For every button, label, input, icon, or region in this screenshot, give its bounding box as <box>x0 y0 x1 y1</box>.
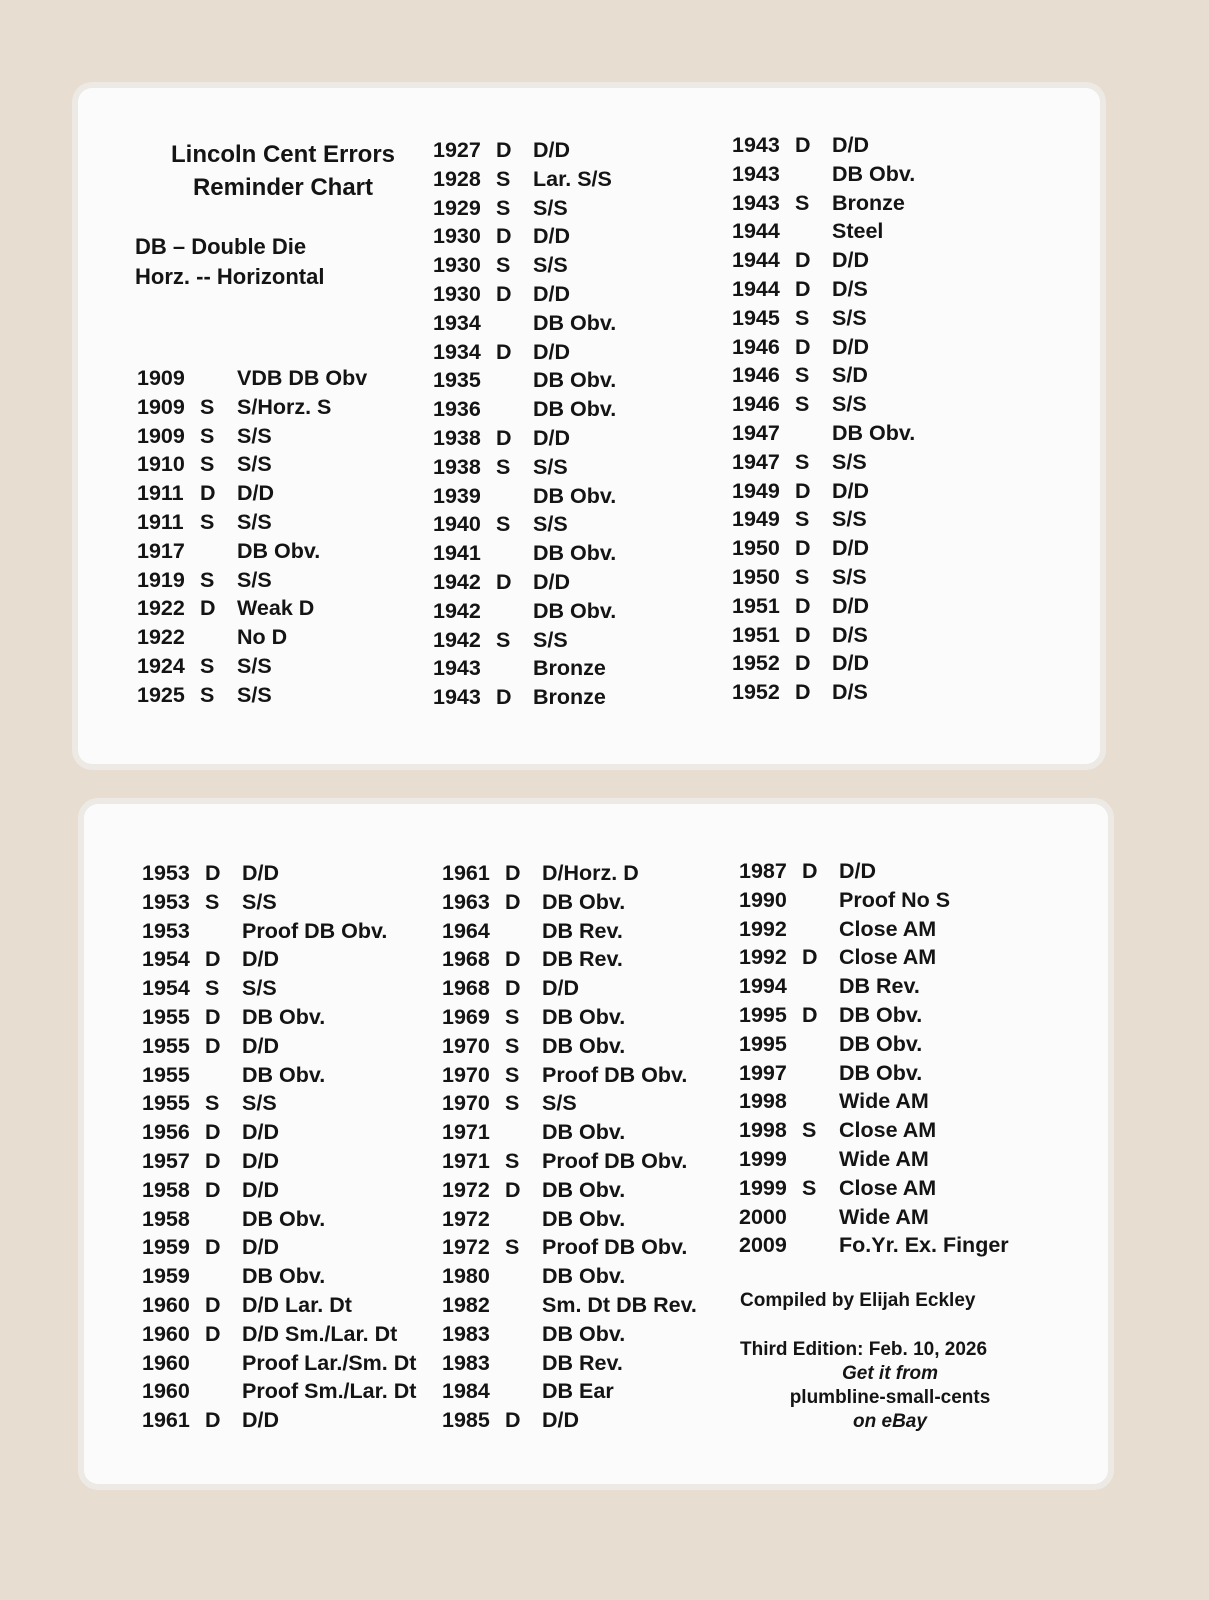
mint-mark: S <box>200 509 215 534</box>
error-type: D/D <box>832 133 870 157</box>
year: 1968 <box>442 947 490 972</box>
mint-mark: D <box>205 1321 221 1346</box>
error-type: DB Obv. <box>242 1062 326 1087</box>
mint-mark: D <box>795 478 811 503</box>
chart-title <box>138 138 428 204</box>
year: 1983 <box>442 1321 490 1346</box>
error-type: VDB DB Obv <box>237 366 368 390</box>
mint-mark: S <box>205 889 220 914</box>
year: 1925 <box>137 682 185 707</box>
error-type: D/D <box>242 1148 280 1173</box>
year: 1968 <box>442 976 490 1001</box>
error-type: D/D <box>832 651 870 676</box>
year: 1934 <box>433 310 481 335</box>
year: 1951 <box>732 593 780 618</box>
year: 1958 <box>142 1206 190 1231</box>
year: 1953 <box>142 861 190 885</box>
error-type: D/D <box>242 947 280 972</box>
error-type: DB Obv. <box>533 310 617 335</box>
year: 1960 <box>142 1379 190 1404</box>
year: 1963 <box>442 889 490 914</box>
year: 1999 <box>739 1146 787 1171</box>
mint-mark: D <box>205 1004 221 1029</box>
year: 1970 <box>442 1091 490 1116</box>
mint-mark: S <box>496 195 511 220</box>
error-type: Proof DB Obv. <box>242 918 388 943</box>
error-type: DB Obv. <box>832 420 916 445</box>
error-type: Fo.Yr. Ex. Finger <box>839 1233 1009 1258</box>
year: 1992 <box>739 945 787 970</box>
mint-mark: D <box>200 596 216 621</box>
error-type: D/D <box>242 1177 280 1202</box>
year: 1985 <box>442 1408 490 1433</box>
mint-mark: D <box>505 976 521 1001</box>
year: 1972 <box>442 1235 490 1260</box>
mint-mark: S <box>200 452 215 477</box>
mint-mark: D <box>496 569 512 594</box>
year: 1958 <box>142 1177 190 1202</box>
year: 1944 <box>732 276 780 301</box>
year: 1922 <box>137 596 185 621</box>
mint-mark: S <box>505 1235 520 1260</box>
error-type: Close AM <box>839 1118 937 1143</box>
error-type: DB Obv. <box>533 598 617 623</box>
year: 1943 <box>433 656 481 681</box>
error-type: D/D <box>242 1408 280 1433</box>
mint-mark: D <box>505 861 521 885</box>
year: 2009 <box>739 1233 787 1258</box>
year: 1935 <box>433 368 481 393</box>
year: 2000 <box>739 1204 787 1229</box>
mint-mark: D <box>205 861 221 885</box>
year: 1940 <box>433 512 481 537</box>
error-type: DB Obv. <box>533 483 617 508</box>
year: 1980 <box>442 1264 490 1289</box>
mint-mark: S <box>205 1091 220 1116</box>
error-type: DB Obv. <box>533 541 617 566</box>
mint-mark: D <box>795 593 811 618</box>
error-type: DB Obv. <box>542 1264 626 1289</box>
year: 1952 <box>732 680 780 705</box>
year: 1946 <box>732 392 780 417</box>
error-type: S/S <box>237 452 272 477</box>
error-type: S/S <box>542 1091 577 1116</box>
error-type: Bronze <box>533 685 606 710</box>
mint-mark: S <box>505 1148 520 1173</box>
mint-mark: S <box>795 190 810 215</box>
error-type: S/S <box>832 449 867 474</box>
error-type: DB Obv. <box>542 1177 626 1202</box>
year: 1970 <box>442 1033 490 1058</box>
year: 1953 <box>142 918 190 943</box>
mint-mark: D <box>505 1177 521 1202</box>
error-type: D/D <box>832 248 870 273</box>
mint-mark: D <box>205 947 221 972</box>
year: 1992 <box>739 916 787 941</box>
year: 1959 <box>142 1264 190 1289</box>
mint-mark: D <box>496 138 512 162</box>
error-type: DB Obv. <box>839 1031 923 1056</box>
year: 1970 <box>442 1062 490 1087</box>
year: 1960 <box>142 1292 190 1317</box>
year: 1949 <box>732 478 780 503</box>
mint-mark: D <box>795 680 811 705</box>
error-type: S/D <box>832 363 868 388</box>
year: 1952 <box>732 651 780 676</box>
mint-mark: D <box>795 536 811 561</box>
year: 1994 <box>739 974 787 999</box>
title-line-2: Reminder Chart <box>192 174 374 201</box>
error-type: D/S <box>832 680 868 705</box>
year: 1909 <box>137 423 185 448</box>
error-type: Lar. S/S <box>533 166 612 191</box>
year: 1961 <box>142 1408 190 1433</box>
mint-mark: D <box>505 1408 521 1433</box>
mint-mark: D <box>795 133 811 157</box>
year: 1934 <box>433 339 481 364</box>
year: 1938 <box>433 454 481 479</box>
mint-mark: S <box>496 627 511 652</box>
mint-mark: D <box>802 1002 818 1027</box>
error-type: S/S <box>242 1091 277 1116</box>
error-type: Sm. Dt DB Rev. <box>542 1292 697 1317</box>
year: 1995 <box>739 1031 787 1056</box>
mint-mark: D <box>505 889 521 914</box>
year: 1946 <box>732 363 780 388</box>
mint-mark: D <box>205 1033 221 1058</box>
year: 1990 <box>739 887 787 912</box>
error-type: S/S <box>237 509 272 534</box>
mint-mark: D <box>496 685 512 710</box>
year: 1995 <box>739 1002 787 1027</box>
error-type: DB Obv. <box>542 1120 626 1145</box>
year: 1997 <box>739 1060 787 1085</box>
year: 1954 <box>142 947 190 972</box>
error-type: DB Rev. <box>542 947 623 972</box>
mint-mark: S <box>505 1091 520 1116</box>
year: 1924 <box>137 653 185 678</box>
year: 1972 <box>442 1206 490 1231</box>
error-type: S/Horz. S <box>237 394 332 419</box>
year: 1946 <box>732 334 780 359</box>
mint-mark: D <box>205 1120 221 1145</box>
error-type: Proof DB Obv. <box>542 1235 688 1260</box>
mint-mark: D <box>205 1148 221 1173</box>
error-type: D/D <box>533 281 571 306</box>
year: 1938 <box>433 425 481 450</box>
error-type: D/D <box>533 425 571 450</box>
year: 1947 <box>732 449 780 474</box>
mint-mark: D <box>496 224 512 249</box>
error-type: Proof Lar./Sm. Dt <box>242 1350 417 1375</box>
year: 1971 <box>442 1120 490 1145</box>
mint-mark: S <box>496 512 511 537</box>
error-type: DB Rev. <box>542 918 623 943</box>
year: 1927 <box>433 138 481 162</box>
year: 1922 <box>137 625 185 650</box>
year: 1950 <box>732 564 780 589</box>
year: 1982 <box>442 1292 490 1317</box>
mint-mark: S <box>496 454 511 479</box>
error-type: S/S <box>242 889 277 914</box>
error-type: D/D <box>242 1235 280 1260</box>
year: 1954 <box>142 976 190 1001</box>
mint-mark: S <box>795 305 810 330</box>
year: 1928 <box>433 166 481 191</box>
mint-mark: S <box>205 976 220 1001</box>
error-type: D/D <box>542 1408 580 1433</box>
year: 1911 <box>137 481 184 506</box>
mint-mark: S <box>200 394 215 419</box>
error-type: DB Obv. <box>839 1002 923 1027</box>
error-type: Close AM <box>839 1175 937 1200</box>
error-type: D/D <box>237 481 275 506</box>
year: 1930 <box>433 253 481 278</box>
year: 1971 <box>442 1148 490 1173</box>
error-type: Wide AM <box>839 1089 929 1114</box>
error-type: D/D <box>242 1033 280 1058</box>
year: 1944 <box>732 219 780 244</box>
mint-mark: S <box>200 567 215 592</box>
error-type: D/D <box>832 334 870 359</box>
error-type: Close AM <box>839 945 937 970</box>
error-type: D/D <box>242 1120 280 1145</box>
error-type: D/D Lar. Dt <box>242 1292 352 1317</box>
year: 1944 <box>732 248 780 273</box>
error-type: DB Obv. <box>237 538 321 563</box>
mint-mark: D <box>496 339 512 364</box>
mint-mark: D <box>505 947 521 972</box>
error-type: S/S <box>237 423 272 448</box>
mint-mark: D <box>795 276 811 301</box>
year: 1987 <box>739 859 787 883</box>
error-type: D/D <box>533 569 571 594</box>
error-type: D/D <box>242 861 280 885</box>
mint-mark: S <box>200 653 215 678</box>
mint-mark: D <box>205 1235 221 1260</box>
error-type: D/S <box>832 276 868 301</box>
year: 1998 <box>739 1089 787 1114</box>
error-type: Steel <box>832 219 884 244</box>
error-type: D/Horz. D <box>542 861 639 885</box>
year: 1945 <box>732 305 780 330</box>
error-type: Proof Sm./Lar. Dt <box>242 1379 417 1404</box>
year: 1960 <box>142 1321 190 1346</box>
year: 1984 <box>442 1379 490 1404</box>
error-type: DB Rev. <box>839 974 920 999</box>
year: 1951 <box>732 622 780 647</box>
year: 1911 <box>137 509 184 534</box>
year: 1943 <box>732 190 780 215</box>
error-type: DB Obv. <box>542 1004 626 1029</box>
error-type: DB Obv. <box>242 1004 326 1029</box>
error-type: DB Obv. <box>242 1206 326 1231</box>
mint-mark: S <box>505 1004 520 1029</box>
year: 1910 <box>137 452 185 477</box>
error-type: S/S <box>533 253 568 278</box>
error-type: S/S <box>832 392 867 417</box>
mint-mark: D <box>496 281 512 306</box>
mint-mark: S <box>496 253 511 278</box>
year: 1955 <box>142 1033 190 1058</box>
mint-mark: D <box>802 859 818 883</box>
error-type: S/S <box>533 627 568 652</box>
mint-mark: S <box>496 166 511 191</box>
year: 1930 <box>433 224 481 249</box>
error-type: Proof No S <box>839 887 951 912</box>
error-type: DB Rev. <box>542 1350 623 1375</box>
mint-mark: S <box>200 423 215 448</box>
mint-mark: D <box>205 1292 221 1317</box>
year: 1919 <box>137 567 185 592</box>
year: 1942 <box>433 598 481 623</box>
mint-mark: S <box>505 1062 520 1087</box>
error-type: Proof DB Obv. <box>542 1062 688 1087</box>
error-type: D/D <box>839 859 877 883</box>
mint-mark: D <box>205 1177 221 1202</box>
year: 1936 <box>433 397 481 422</box>
error-type: DB Obv. <box>542 1033 626 1058</box>
error-type: D/D <box>533 224 571 249</box>
year: 1964 <box>442 918 490 943</box>
mint-mark: D <box>496 425 512 450</box>
year: 1983 <box>442 1350 490 1375</box>
error-type: S/S <box>237 567 272 592</box>
year: 1943 <box>732 133 780 157</box>
error-type: DB Obv. <box>542 889 626 914</box>
year: 1941 <box>433 541 481 566</box>
error-type: D/D <box>832 478 870 503</box>
mint-mark: S <box>505 1033 520 1058</box>
error-type: Bronze <box>832 190 905 215</box>
error-type: S/S <box>832 507 867 532</box>
mint-mark: S <box>795 449 810 474</box>
error-type: DB Obv. <box>533 368 617 393</box>
year: 1942 <box>433 627 481 652</box>
edition: Third Edition: Feb. 10, 2026 <box>740 1339 988 1360</box>
mint-mark: D <box>802 945 818 970</box>
year: 1957 <box>142 1148 190 1173</box>
error-type: D/D <box>542 976 580 1001</box>
error-type: DB Obv. <box>839 1060 923 1085</box>
year: 1955 <box>142 1004 190 1029</box>
on-ebay: on eBay <box>853 1411 927 1432</box>
legend-horizontal: Horz. -- Horizontal <box>135 264 325 289</box>
mint-mark: S <box>802 1175 817 1200</box>
mint-mark: S <box>795 507 810 532</box>
mint-mark: S <box>795 392 810 417</box>
error-type: D/D Sm./Lar. Dt <box>242 1321 398 1346</box>
year: 1956 <box>142 1120 190 1145</box>
year: 1955 <box>142 1091 190 1116</box>
error-type: DB Obv. <box>533 397 617 422</box>
year: 1939 <box>433 483 481 508</box>
year: 1959 <box>142 1235 190 1260</box>
year: 1969 <box>442 1004 490 1029</box>
year: 1942 <box>433 569 481 594</box>
error-type: Close AM <box>839 916 937 941</box>
compiled-by: Compiled by Elijah Eckley <box>740 1290 976 1311</box>
error-type: S/S <box>832 305 867 330</box>
error-type: Wide AM <box>839 1146 929 1171</box>
error-type: S/S <box>832 564 867 589</box>
mint-mark: D <box>795 651 811 676</box>
year: 1917 <box>137 538 185 563</box>
year: 1943 <box>433 685 481 710</box>
error-type: DB Obv. <box>242 1264 326 1289</box>
year: 1955 <box>142 1062 190 1087</box>
error-type: S/S <box>533 512 568 537</box>
year: 1998 <box>739 1118 787 1143</box>
year: 1943 <box>732 161 780 186</box>
error-type: S/S <box>237 682 272 707</box>
year: 1929 <box>433 195 481 220</box>
error-type: DB Obv. <box>542 1206 626 1231</box>
year: 1960 <box>142 1350 190 1375</box>
year: 1909 <box>137 394 185 419</box>
error-type: No D <box>237 625 288 650</box>
year: 1961 <box>442 861 490 885</box>
mint-mark: D <box>795 622 811 647</box>
year: 1953 <box>142 889 190 914</box>
mint-mark: D <box>205 1408 221 1433</box>
error-type: DB Ear <box>542 1379 614 1404</box>
error-type: D/S <box>832 622 868 647</box>
mint-mark: S <box>795 363 810 388</box>
error-type: DB Obv. <box>832 161 916 186</box>
error-type: D/D <box>533 138 571 162</box>
year: 1930 <box>433 281 481 306</box>
error-type: Bronze <box>533 656 606 681</box>
year: 1972 <box>442 1177 490 1202</box>
error-type: S/S <box>242 976 277 1001</box>
mint-mark: D <box>200 481 216 506</box>
mint-mark: S <box>802 1118 817 1143</box>
error-type: Wide AM <box>839 1204 929 1229</box>
error-type: D/D <box>832 593 870 618</box>
error-type: S/S <box>533 454 568 479</box>
error-type: S/S <box>237 653 272 678</box>
year: 1950 <box>732 536 780 561</box>
year: 1947 <box>732 420 780 445</box>
title-line-1: Lincoln Cent Errors <box>170 141 396 168</box>
error-type: S/S <box>533 195 568 220</box>
error-type: D/D <box>832 536 870 561</box>
mint-mark: D <box>795 334 811 359</box>
error-type: Proof DB Obv. <box>542 1148 688 1173</box>
error-type: DB Obv. <box>542 1321 626 1346</box>
mint-mark: D <box>795 248 811 273</box>
error-type: Weak D <box>237 596 315 621</box>
year: 1999 <box>739 1175 787 1200</box>
legend-double-die: DB – Double Die <box>135 234 307 259</box>
mint-mark: S <box>795 564 810 589</box>
year: 1949 <box>732 507 780 532</box>
year: 1909 <box>137 366 185 390</box>
seller-name: plumbline-small-cents <box>789 1387 991 1408</box>
get-it-from: Get it from <box>841 1363 939 1384</box>
error-type: D/D <box>533 339 571 364</box>
mint-mark: S <box>200 682 215 707</box>
